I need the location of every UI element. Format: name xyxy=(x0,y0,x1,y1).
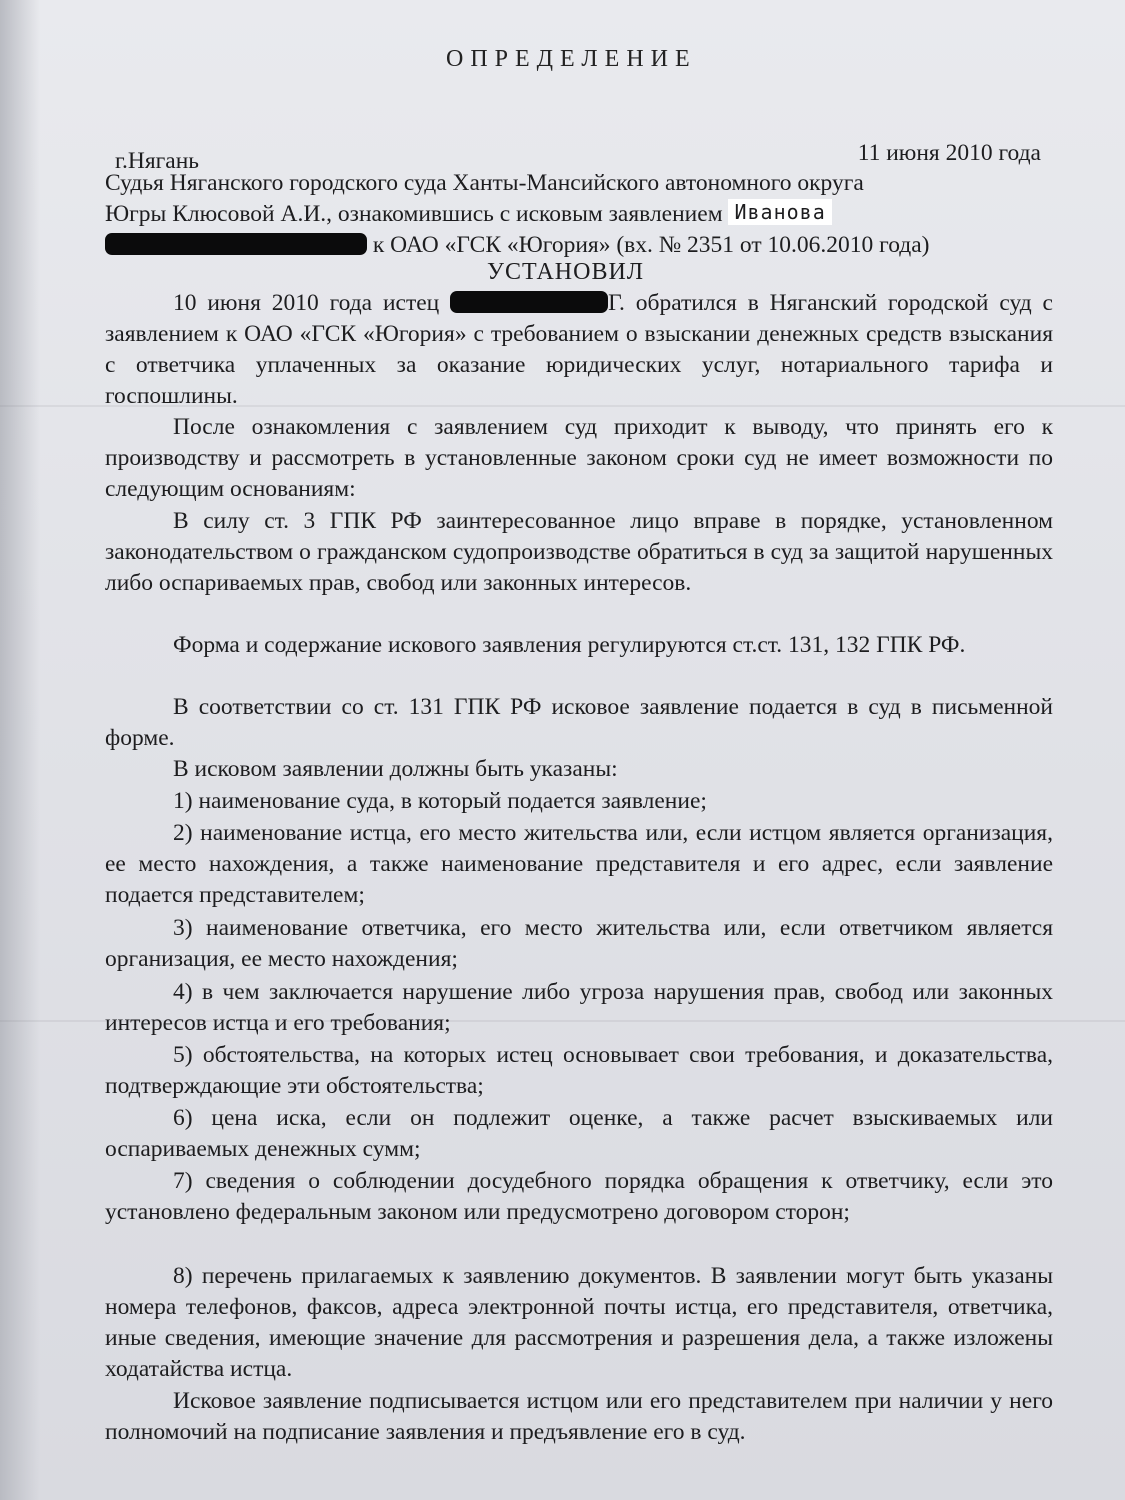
document-date: 11 июня 2010 года xyxy=(857,140,1041,166)
paragraph-1 xyxy=(105,288,1053,412)
list-item-4: 4) в чем заключается нарушение либо угроза нарушения прав, свобод или законных интересов истца и его требования; xyxy=(105,979,1053,1036)
paragraph-1-start: 10 июня 2010 года истец xyxy=(173,290,440,316)
page-shadow xyxy=(0,0,40,1500)
document-title: ОПРЕДЕЛЕНИЕ xyxy=(446,46,697,72)
list-item-6: 6) цена иска, если он подлежит оценке, а также расчет взыскиваемых или оспариваемых денежных сумм; xyxy=(105,1105,1053,1162)
list-item-2: 2) наименование истца, его место жительства или, если истцом является организация, ее место нахождения, а также наименование представителя и его адрес, если заявление подается представителем; xyxy=(105,820,1053,908)
section-heading: УСТАНОВИЛ xyxy=(487,259,645,285)
list-item-7: 7) сведения о соблюдении досудебного порядка обращения к ответчику, если это установлено федеральным законом или предусмотрено договором сторон; xyxy=(105,1168,1053,1225)
inserted-name: Иванова xyxy=(728,199,831,225)
city: г.Нягань xyxy=(115,148,200,174)
intro-line-3-text: к ОАО «ГСК «Югория» (вх. № 2351 от 10.06.2010 года) xyxy=(372,232,930,258)
paragraph-1-end: Г. обратился в Няганский городской суд с заявлением к ОАО «ГСК «Югория» с требованием о взыскании денежных средств взыскания с ответчика уплаченных за оказание юридических услуг, нотариального тарифа и госпошлины. xyxy=(105,290,1053,409)
intro-line-1: Судья Няганского городского суда Ханты-Мансийского автономного округа xyxy=(105,170,864,196)
paragraph-5: В соответствии со ст. 131 ГПК РФ исковое заявление подается в суд в письменной форме. xyxy=(105,694,1053,751)
paragraph-6: В исковом заявлении должны быть указаны: xyxy=(173,756,618,782)
intro-line-2-text: Югры Клюсовой А.И., ознакомившись с исковым заявлением xyxy=(105,201,723,227)
paragraph-4: Форма и содержание искового заявления регулируются ст.ст. 131, 132 ГПК РФ. xyxy=(173,632,966,658)
paragraph-2: После ознакомления с заявлением суд приходит к выводу, что принять его к производству и рассмотреть в установленные законом сроки суд не имеет возможности по следующим основаниям: xyxy=(105,414,1053,502)
list-item-1: 1) наименование суда, в который подается заявление; xyxy=(173,788,707,814)
intro-line-2 xyxy=(105,199,1053,230)
redaction-bar xyxy=(450,291,608,313)
list-item-5: 5) обстоятельства, на которых истец основывает свои требования, и доказательства, подтверждающие эти обстоятельства; xyxy=(105,1042,1053,1099)
paragraph-3: В силу ст. 3 ГПК РФ заинтересованное лицо вправе в порядке, установленном законодательством о гражданском судопроизводстве обратиться в суд за защитой нарушенных либо оспариваемых прав, свобод или законных интересов. xyxy=(105,508,1053,596)
list-item-3: 3) наименование ответчика, его место жительства или, если ответчиком является организация, ее место нахождения; xyxy=(105,915,1053,972)
list-item-8: 8) перечень прилагаемых к заявлению документов. В заявлении могут быть указаны номера телефонов, факсов, адреса электронной почты истца, его представителя, ответчика, иные сведения, имеющие значение для рассмотрения и разрешения дела, а также изложены ходатайства истца. xyxy=(105,1263,1053,1382)
paragraph-7: Исковое заявление подписывается истцом или его представителем при наличии у него полномочий на подписание заявления и предъявление его в суд. xyxy=(105,1388,1053,1445)
redaction-bar xyxy=(105,233,367,255)
